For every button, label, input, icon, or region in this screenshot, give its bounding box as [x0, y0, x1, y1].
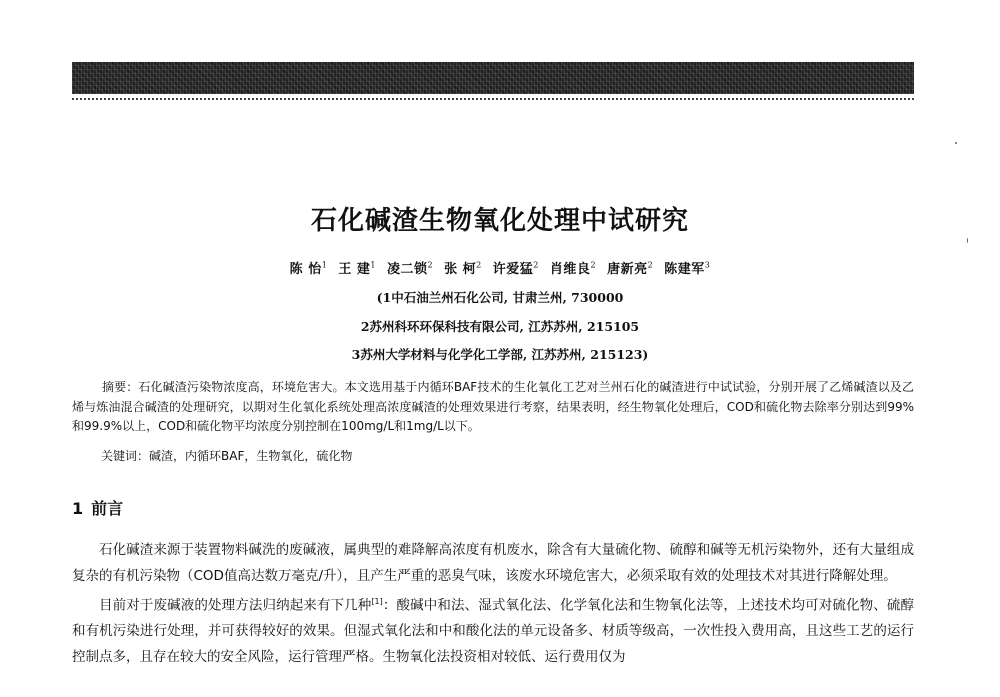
author-list: [0, 258, 1000, 277]
author: 王 建$^1$: [338, 260, 376, 277]
abstract-text: 摘要：石化碱渣污染物浓度高，环境危害大。本文选用基于内循环BAF技术的生化氧化工艺对兰州石化的碱渣进行中试试验，分别开展了乙烯碱渣以及乙烯与炼油混合碱渣的处理研究，以期对生化氧化系统处理高浓度碱渣的处理效果进行考察，结果表明，经生物氧化处理后，COD和硫化物去除率分别达到99%和99.9%以上，COD和硫化物平均浓度分别控制在100mg/L和1mg/L以下。: [72, 380, 914, 433]
section-title: 前言: [91, 499, 124, 518]
affiliation-3: 3苏州大学材料与化学化工学部, 江苏苏州, 215123): [351, 347, 649, 362]
body-text: [72, 538, 914, 670]
author: 陈建军$^3$: [664, 260, 711, 277]
citation: [1]: [371, 597, 383, 606]
author: 凌二锁$^2$: [386, 260, 434, 277]
section-number: 1: [72, 499, 84, 518]
affiliation-1: (1中石油兰州石化公司, 甘肃兰州, 730000: [376, 290, 624, 305]
paper-title: 石化碱渣生物氧化处理中试研究: [310, 206, 689, 236]
affiliation-2: 2苏州科环环保科技有限公司, 江苏苏州, 215105: [360, 319, 640, 334]
scan-speck: [967, 238, 968, 243]
scan-speck: [955, 142, 957, 144]
author: 唐新亮$^2$: [607, 260, 654, 277]
paragraph: 石化碱渣来源于装置物料碱洗的废碱液，属典型的难降解高浓度有机废水，除含有大量硫化物、硫醇和碱等无机污染物外，还有大量组成复杂的有机污染物（COD值高达数万毫克/升），且产生严重的恶臭气味，该废水环境危害大，必须采取有效的处理技术对其进行降解处理。: [72, 542, 914, 584]
author: 陈 怡$^1$: [289, 260, 328, 277]
author: 张 柯$^2$: [444, 260, 482, 277]
author: 许爱猛$^2$: [492, 260, 539, 277]
section-heading: [72, 496, 123, 519]
header-rule: [72, 98, 914, 100]
header-banner: [72, 62, 914, 94]
abstract: [72, 378, 914, 437]
author: 肖维良$^2$: [549, 260, 597, 277]
paragraph: 目前对于废碱液的处理方法归纳起来有下几种[1]：酸碱中和法、湿式氧化法、化学氧化法和生物氧化法等，上述技术均可对硫化物、硫醇和有机污染进行处理，并可获得较好的效果。但湿式氧化法和中和酸化法的单元设备多、材质等级高，一次性投入费用高，且这些工艺的运行控制点多，且存在较大的安全风险，运行管理严格。生物氧化法投资相对较低、运行费用仅为: [72, 597, 915, 665]
keywords: 关键词：碱渣，内循环BAF，生物氧化，硫化物: [101, 449, 353, 463]
